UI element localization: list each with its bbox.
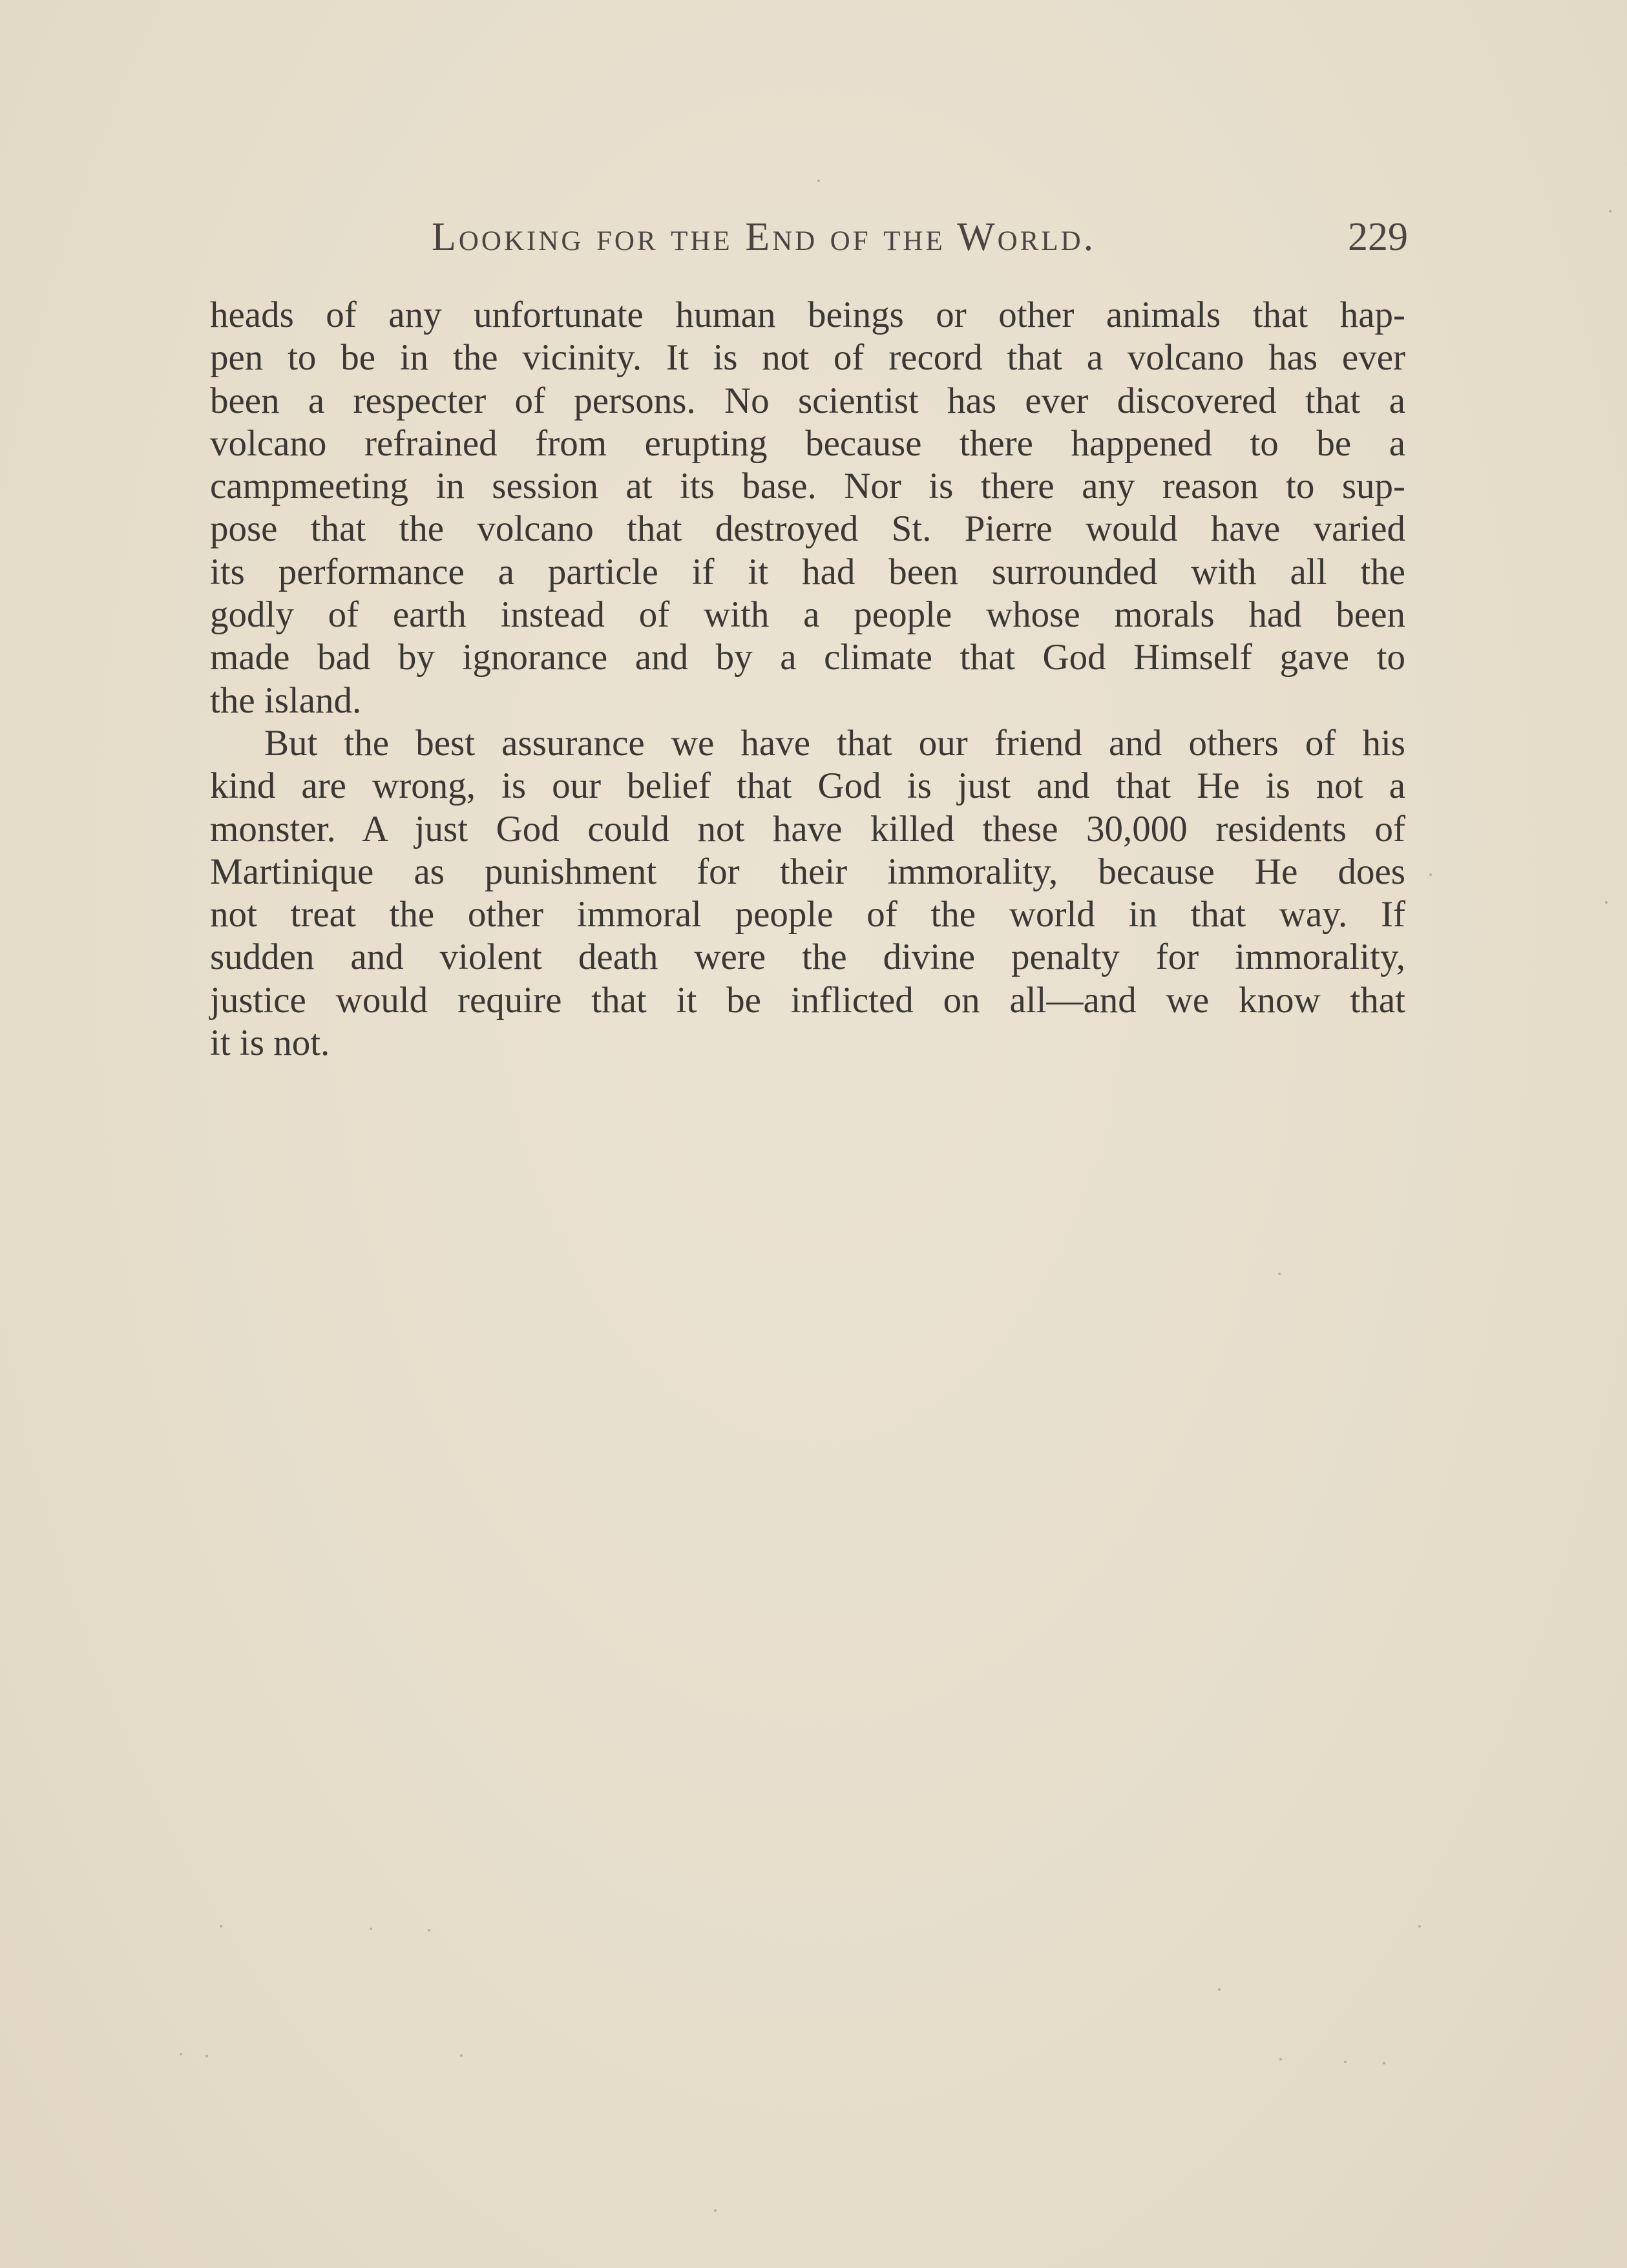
- text-line: monster. A just God could not have killed these 30,000 residents of: [210, 808, 1405, 849]
- paper-speck: [180, 2053, 182, 2055]
- running-title: Looking for the End of the World.: [432, 215, 1097, 259]
- text-line: kind are wrong, is our belief that God is just and that He is not a: [210, 765, 1405, 807]
- body-text: [210, 294, 1405, 1065]
- text-line: been a respecter of persons. No scientist has ever discovered that a: [210, 380, 1405, 421]
- paper-speck: [1278, 1273, 1281, 1275]
- text-line: made bad by ignorance and by a climate that God Himself gave to: [210, 637, 1405, 678]
- paper-speck: [714, 2209, 717, 2212]
- paper-speck: [817, 180, 820, 182]
- text-line: volcano refrained from erupting because there happened to be a: [210, 422, 1405, 464]
- text-line: godly of earth instead of with a people whose morals had been: [210, 594, 1405, 636]
- paper-speck: [205, 2055, 208, 2057]
- paper-speck: [1383, 2062, 1385, 2065]
- paper-speck: [1609, 210, 1611, 213]
- paper-speck: [1344, 2061, 1347, 2063]
- text-line: pen to be in the vicinity. It is not of record that a volcano has ever: [210, 337, 1405, 379]
- text-line: heads of any unfortunate human beings or other animals that hap-: [210, 295, 1405, 335]
- paragraph-1: [210, 294, 1405, 722]
- paper-speck: [428, 1929, 430, 1931]
- text-line: the island.: [210, 680, 362, 721]
- paper-speck: [460, 2054, 463, 2057]
- paper-speck: [370, 1928, 372, 1930]
- page-number: 229: [1348, 215, 1408, 259]
- paper-speck: [1418, 1925, 1421, 1928]
- text-line: But the best assurance we have that our friend and others of his: [264, 722, 1405, 764]
- paper-speck: [220, 1925, 222, 1928]
- paper-speck: [1279, 2058, 1282, 2061]
- text-line: Martinique as punishment for their immorality, because He does: [210, 851, 1405, 892]
- running-head: [432, 214, 1408, 260]
- text-line: campmeeting in session at its base. Nor is there any reason to sup-: [210, 466, 1405, 507]
- text-line: its performance a particle if it had been surrounded with all the: [210, 551, 1405, 592]
- text-line: it is not.: [210, 1023, 330, 1064]
- paper-speck: [1218, 1988, 1221, 1991]
- paper-speck: [1605, 901, 1608, 904]
- paper-speck: [1429, 873, 1432, 876]
- paragraph-2: [210, 722, 1405, 1065]
- text-line: pose that the volcano that destroyed St. Pierre would have varied: [210, 508, 1405, 550]
- text-line: justice would require that it be inflicted on all—and we know that: [210, 979, 1405, 1021]
- text-line: not treat the other immoral people of the world in that way. If: [210, 894, 1405, 935]
- text-line: sudden and violent death were the divine penalty for immorality,: [210, 937, 1405, 978]
